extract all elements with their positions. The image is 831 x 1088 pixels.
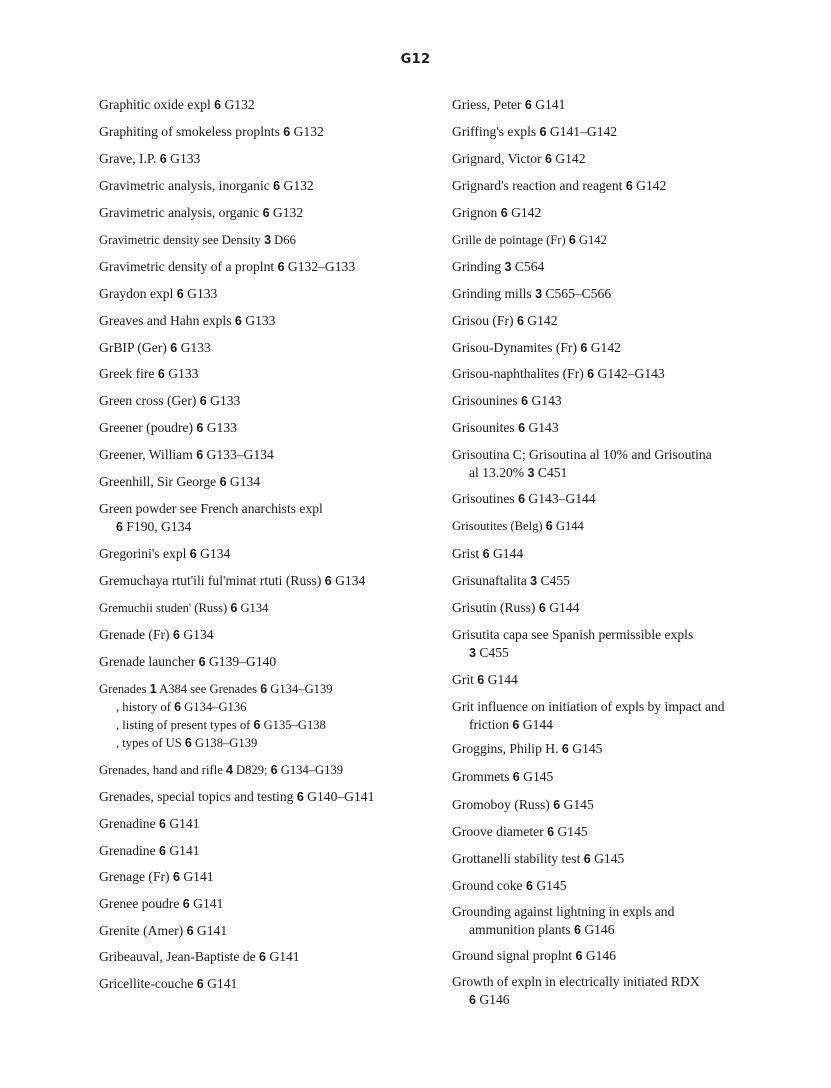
index-entry-line: Grit 6 G144 bbox=[452, 672, 518, 687]
index-entry bbox=[99, 545, 444, 563]
index-entry bbox=[99, 680, 444, 752]
index-entry-line: Grisunaftalita 3 C455 bbox=[452, 573, 570, 588]
index-entry bbox=[99, 123, 444, 141]
index-entry bbox=[99, 258, 444, 276]
index-entry-line: Grit influence on initiation of expls by impact and bbox=[452, 699, 725, 714]
index-entry-line: Gricellite-couche 6 G141 bbox=[99, 976, 238, 991]
index-entry bbox=[452, 572, 792, 590]
index-entry-line: Grisounines 6 G143 bbox=[452, 393, 562, 408]
index-entry bbox=[99, 948, 444, 966]
index-entry bbox=[99, 419, 444, 437]
index-entry bbox=[99, 150, 444, 168]
index-entry bbox=[452, 150, 792, 168]
index-entry-line: Gravimetric density of a proplnt 6 G132–G133 bbox=[99, 259, 356, 274]
index-entry bbox=[452, 177, 792, 195]
index-entry bbox=[99, 177, 444, 195]
index-entry-line: Gremuchaya rtut'ili ful'minat rtuti (Russ) 6 G134 bbox=[99, 573, 366, 588]
index-entry bbox=[99, 599, 444, 617]
index-entry-line: Grommets 6 G145 bbox=[452, 769, 554, 784]
index-entry-line: Greenhill, Sir George 6 G134 bbox=[99, 474, 261, 489]
index-entry-line: Griess, Peter 6 G141 bbox=[452, 97, 566, 112]
index-entry bbox=[452, 446, 792, 482]
index-entry-line: Gravimetric density see Density 3 D66 bbox=[99, 233, 296, 247]
index-entry bbox=[452, 312, 792, 330]
index-entry bbox=[452, 740, 792, 758]
index-entry bbox=[99, 572, 444, 590]
index-entry bbox=[452, 285, 792, 303]
index-entry-line: Grottanelli stability test 6 G145 bbox=[452, 851, 625, 866]
index-entry-line: Grinding 3 C564 bbox=[452, 259, 545, 274]
index-entry bbox=[452, 419, 792, 437]
index-entry bbox=[99, 788, 444, 806]
index-entry-line: Grenades, hand and rifle 4 D829; 6 G134–G139 bbox=[99, 763, 344, 777]
index-entry bbox=[452, 973, 792, 1009]
index-entry bbox=[99, 842, 444, 860]
index-entry-line: Ground coke 6 G145 bbox=[452, 878, 567, 893]
index-entry-line: Grisou (Fr) 6 G142 bbox=[452, 313, 558, 328]
index-entry-line: Grignard's reaction and reagent 6 G142 bbox=[452, 178, 667, 193]
index-entry-line: 6 F190, G134 bbox=[116, 519, 192, 534]
index-entry-line: Graydon expl 6 G133 bbox=[99, 286, 218, 301]
index-entry-line: Groggins, Philip H. 6 G145 bbox=[452, 741, 603, 756]
index-entry-line: 6 G146 bbox=[469, 992, 510, 1007]
index-entry bbox=[452, 823, 792, 841]
index-entry bbox=[99, 96, 444, 114]
index-entry bbox=[452, 947, 792, 965]
index-entry-line: Ground signal proplnt 6 G146 bbox=[452, 948, 617, 963]
index-entry bbox=[452, 490, 792, 508]
index-entry-line: Greener (poudre) 6 G133 bbox=[99, 420, 237, 435]
index-entry bbox=[452, 671, 792, 689]
index-entry-line: Grenades 1 A384 see Grenades 6 G134–G139 bbox=[99, 682, 333, 696]
index-entry bbox=[452, 96, 792, 114]
index-entry-line: Green cross (Ger) 6 G133 bbox=[99, 393, 241, 408]
index-entry bbox=[99, 975, 444, 993]
index-entry bbox=[99, 392, 444, 410]
index-entry bbox=[452, 123, 792, 141]
index-entry-line: GrBIP (Ger) 6 G133 bbox=[99, 340, 211, 355]
index-entry-line: Greaves and Hahn expls 6 G133 bbox=[99, 313, 276, 328]
index-entry bbox=[99, 895, 444, 913]
index-entry bbox=[452, 231, 792, 249]
index-entry bbox=[99, 815, 444, 833]
index-entry bbox=[99, 204, 444, 222]
index-entry-line: ammunition plants 6 G146 bbox=[469, 922, 615, 937]
index-entry-line: 3 C455 bbox=[469, 645, 509, 660]
index-entry-line: Grignard, Victor 6 G142 bbox=[452, 151, 586, 166]
index-entry-line: Grisou-Dynamites (Fr) 6 G142 bbox=[452, 340, 621, 355]
index-entry-line: Gromoboy (Russ) 6 G145 bbox=[452, 797, 594, 812]
index-entry-line: Growth of expln in electrically initiated RDX bbox=[452, 974, 700, 989]
index-entry-line: Grisou-naphthalites (Fr) 6 G142–G143 bbox=[452, 366, 665, 381]
index-entry bbox=[99, 653, 444, 671]
index-entry bbox=[99, 231, 444, 249]
page-header: G12 bbox=[400, 52, 431, 67]
index-entry bbox=[99, 922, 444, 940]
index-entry-line: Grinding mills 3 C565–C566 bbox=[452, 286, 612, 301]
index-entry bbox=[452, 903, 792, 939]
index-entry bbox=[452, 877, 792, 895]
index-entry-line: Gregorini's expl 6 G134 bbox=[99, 546, 231, 561]
index-entry-line: Grenades, special topics and testing 6 G140–G141 bbox=[99, 789, 375, 804]
index-entry-line: Grenite (Amer) 6 G141 bbox=[99, 923, 228, 938]
index-entry bbox=[452, 339, 792, 357]
index-entry bbox=[99, 312, 444, 330]
index-entry bbox=[99, 285, 444, 303]
index-entry-line: Grignon 6 G142 bbox=[452, 205, 542, 220]
index-entry bbox=[99, 500, 444, 536]
index-entry bbox=[452, 545, 792, 563]
index-entry bbox=[99, 761, 444, 779]
index-entry-line: Grenadine 6 G141 bbox=[99, 816, 200, 831]
index-entry-line: , listing of present types of 6 G135–G138 bbox=[116, 718, 326, 732]
index-entry-line: Grisoutites (Belg) 6 G144 bbox=[452, 519, 584, 533]
index-entry bbox=[99, 339, 444, 357]
index-entry-line: Gremuchii studen' (Russ) 6 G134 bbox=[99, 601, 269, 615]
index-entry-line: friction 6 G144 bbox=[469, 717, 553, 732]
index-entry-line: Gravimetric analysis, inorganic 6 G132 bbox=[99, 178, 314, 193]
index-entry-line: Green powder see French anarchists expl bbox=[99, 501, 323, 516]
index-entry-line: Grisutita capa see Spanish permissible expls bbox=[452, 627, 694, 642]
index-entry-line: Grisounites 6 G143 bbox=[452, 420, 559, 435]
index-entry bbox=[452, 626, 792, 662]
index-entry-line: , types of US 6 G138–G139 bbox=[116, 736, 258, 750]
index-entry bbox=[452, 204, 792, 222]
index-entry-line: Graphiting of smokeless proplnts 6 G132 bbox=[99, 124, 324, 139]
index-entry bbox=[99, 446, 444, 464]
index-entry-line: , history of 6 G134–G136 bbox=[116, 700, 247, 714]
index-entry-line: Gribeauval, Jean-Baptiste de 6 G141 bbox=[99, 949, 300, 964]
index-entry bbox=[452, 258, 792, 276]
index-entry-line: Grisoutines 6 G143–G144 bbox=[452, 491, 596, 506]
index-entry-line: Grille de pointage (Fr) 6 G142 bbox=[452, 233, 607, 247]
index-entry-line: Grisutin (Russ) 6 G144 bbox=[452, 600, 580, 615]
index-entry-line: Grenade launcher 6 G139–G140 bbox=[99, 654, 277, 669]
index-entry-line: Grenee poudre 6 G141 bbox=[99, 896, 224, 911]
index-entry-line: Grisoutina C; Grisoutina al 10% and Grisoutina bbox=[452, 447, 712, 462]
index-entry bbox=[452, 392, 792, 410]
index-entry-line: Greener, William 6 G133–G134 bbox=[99, 447, 274, 462]
index-entry-line: Grenadine 6 G141 bbox=[99, 843, 200, 858]
index-entry-line: Griffing's expls 6 G141–G142 bbox=[452, 124, 618, 139]
index-entry-line: Greek fire 6 G133 bbox=[99, 366, 199, 381]
index-entry bbox=[452, 365, 792, 383]
index-entry bbox=[452, 599, 792, 617]
index-entry bbox=[99, 626, 444, 644]
index-entry-line: Grave, I.P. 6 G133 bbox=[99, 151, 201, 166]
index-entry-line: al 13.20% 3 C451 bbox=[469, 465, 568, 480]
index-entry-line: Grist 6 G144 bbox=[452, 546, 524, 561]
index-entry bbox=[452, 850, 792, 868]
index-entry-line: Gravimetric analysis, organic 6 G132 bbox=[99, 205, 304, 220]
index-entry bbox=[99, 365, 444, 383]
index-entry bbox=[452, 796, 792, 814]
index-entry-line: Grounding against lightning in expls and bbox=[452, 904, 675, 919]
index-entry-line: Grenade (Fr) 6 G134 bbox=[99, 627, 214, 642]
index-entry bbox=[452, 768, 792, 786]
index-entry bbox=[99, 868, 444, 886]
index-entry-line: Graphitic oxide expl 6 G132 bbox=[99, 97, 255, 112]
index-entry bbox=[452, 698, 792, 734]
index-entry bbox=[452, 517, 792, 535]
index-entry bbox=[99, 473, 444, 491]
index-entry-line: Grenage (Fr) 6 G141 bbox=[99, 869, 214, 884]
index-entry-line: Groove diameter 6 G145 bbox=[452, 824, 588, 839]
